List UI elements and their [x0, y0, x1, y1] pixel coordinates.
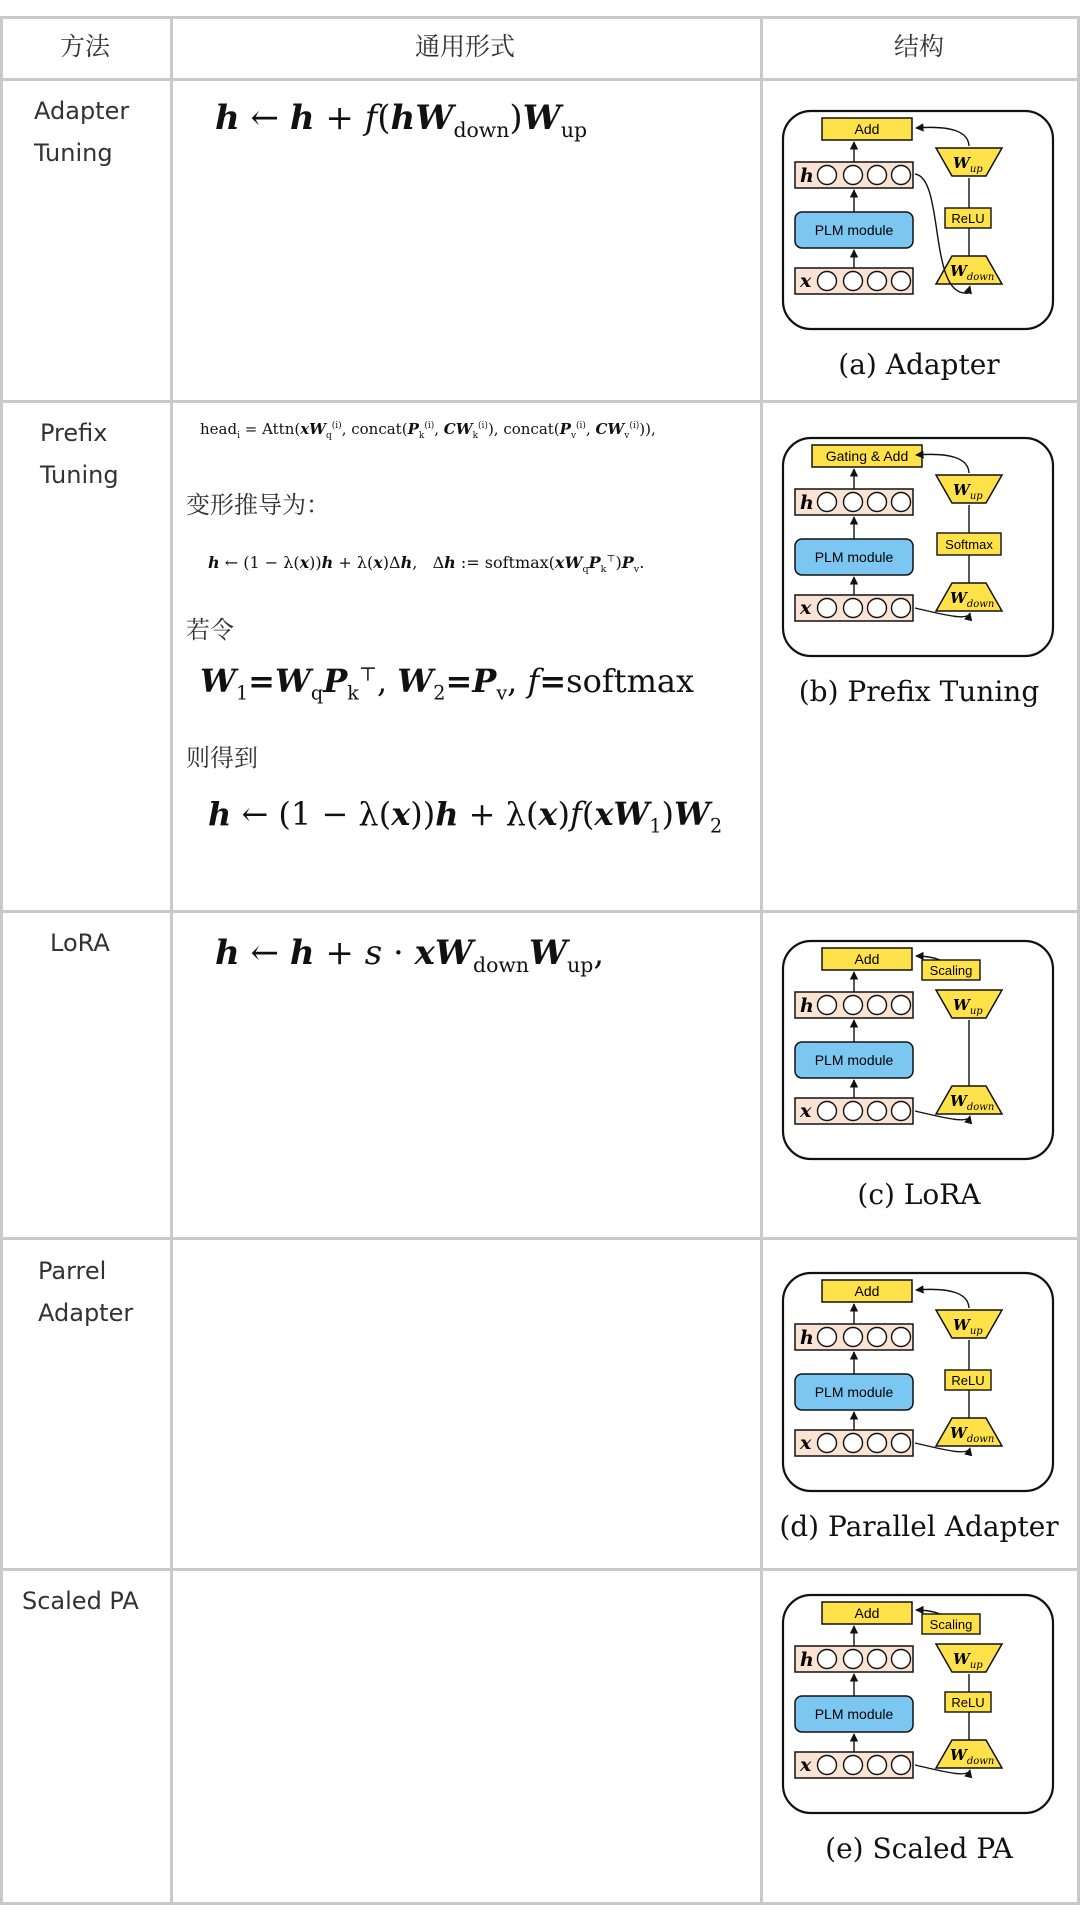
x-symbol: x: [800, 597, 812, 619]
hidden-node-3: [892, 1650, 911, 1669]
lora-diagram: [780, 938, 1080, 1168]
input-node-0: [818, 272, 837, 291]
w-up-label: $W_{up}$: [953, 154, 983, 175]
input-node-3: [892, 1102, 911, 1121]
w-up-label: $W_{up}$: [953, 1650, 983, 1671]
hidden-node-2: [868, 1328, 887, 1347]
hidden-node-1: [844, 1328, 863, 1347]
formula-prefix-final: h ← $(1 - \lambda(x))h + \lambda(x)f(xW_1)W_2$: [208, 795, 723, 838]
header-formula: 通用形式: [414, 32, 515, 61]
plm-module-label: PLM module: [814, 1706, 894, 1722]
caption-scaled-pa: (e) Scaled PA: [825, 1832, 1013, 1865]
x-symbol: x: [800, 1754, 812, 1776]
grid-line: [760, 16, 763, 1904]
adapter-diagram: [780, 108, 1080, 338]
input-node-1: [844, 1102, 863, 1121]
input-node-0: [818, 1756, 837, 1775]
hidden-node-1: [844, 1650, 863, 1669]
hidden-node-0: [818, 166, 837, 185]
hidden-node-0: [818, 996, 837, 1015]
input-node-1: [844, 1756, 863, 1775]
hidden-node-2: [868, 493, 887, 512]
plm-module-label: PLM module: [814, 549, 894, 565]
h-symbol: h: [800, 165, 814, 187]
scaling-label: Scaling: [929, 1617, 973, 1632]
input-node-2: [868, 599, 887, 618]
caption-prefix-tuning: (b) Prefix Tuning: [798, 675, 1040, 708]
add-label: Gating & Add: [825, 448, 909, 464]
input-node-3: [892, 272, 911, 291]
h-symbol: h: [800, 995, 814, 1017]
hidden-node-1: [844, 996, 863, 1015]
w-down-label: $W_{down}$: [950, 589, 995, 610]
grid-line: [0, 1902, 1080, 1905]
w-down-label: $W_{down}$: [950, 1424, 995, 1445]
input-node-1: [844, 272, 863, 291]
header-method: 方法: [59, 32, 110, 61]
hidden-node-1: [844, 166, 863, 185]
prefix-tuning-diagram: [780, 435, 1080, 665]
hidden-node-3: [892, 996, 911, 1015]
grid-line: [0, 910, 1080, 913]
x-symbol: x: [800, 270, 812, 292]
grid-line: [0, 1568, 1080, 1571]
relu-label: ReLU: [951, 1695, 985, 1710]
formula-adapter: h ← $h + f(hW_{down})W_{up}$: [215, 98, 588, 142]
w-down-label: $W_{down}$: [950, 262, 995, 283]
x-symbol: x: [800, 1100, 812, 1122]
method-scaled-pa: Scaled PA: [22, 1587, 139, 1615]
formula-prefix-substitution: $W_1=W_qP_k^⊤$, $W_2=P_v$, f=softmax: [200, 662, 695, 705]
hidden-node-2: [868, 1650, 887, 1669]
scaled-pa-diagram: [780, 1592, 1080, 1822]
caption-lora: (c) LoRA: [857, 1178, 981, 1211]
formula-prefix-head: head$_i$ = $Attn(xW_q^{(i)}$, $concat(P_k^{(i)}$, $CW_k^{(i)}$), $concat(P_v^{(i)}$, $CW_v^{(i)}$)),: [200, 420, 656, 441]
add-label: Add: [854, 951, 880, 967]
prefix-note-derivation: 变形推导为：: [186, 491, 330, 519]
h-symbol: h: [800, 1649, 814, 1671]
header-structure: 结构: [893, 32, 944, 61]
softmax-label: Softmax: [945, 537, 993, 552]
parallel-adapter-diagram: [780, 1270, 1080, 1500]
hidden-node-3: [892, 166, 911, 185]
grid-line: [0, 1237, 1080, 1240]
input-node-0: [818, 599, 837, 618]
hidden-node-2: [868, 166, 887, 185]
input-node-1: [844, 599, 863, 618]
add-label: Add: [854, 1283, 880, 1299]
input-node-0: [818, 1102, 837, 1121]
caption-adapter: (a) Adapter: [838, 348, 1000, 381]
w-down-label: $W_{down}$: [950, 1746, 995, 1767]
x-symbol: x: [800, 1432, 812, 1454]
method-prefix-tuning: Prefix Tuning: [40, 419, 119, 489]
add-label: Add: [854, 1605, 880, 1621]
prefix-note-let: 若令: [186, 616, 234, 644]
method-adapter-tuning: Adapter Tuning: [34, 97, 130, 167]
w-up-label: $W_{up}$: [953, 1316, 983, 1337]
h-symbol: h: [800, 1327, 814, 1349]
grid-line: [0, 78, 1080, 81]
hidden-node-2: [868, 996, 887, 1015]
input-node-2: [868, 272, 887, 291]
hidden-node-0: [818, 1328, 837, 1347]
formula-prefix-derivation: h ← (1 − λ(x))h + λ(x)Δh, Δh := $softmax(xW_qP_k^⊤)P_v$.: [208, 553, 645, 576]
method-parallel-adapter: Parrel Adapter: [38, 1257, 134, 1327]
w-down-label: $W_{down}$: [950, 1092, 995, 1113]
input-node-1: [844, 1434, 863, 1453]
relu-label: ReLU: [951, 211, 985, 226]
formula-lora: h ← $h + s \cdot xW_{down}W_{up}$,: [215, 933, 605, 977]
hidden-node-1: [844, 493, 863, 512]
plm-module-label: PLM module: [814, 1384, 894, 1400]
input-node-3: [892, 1756, 911, 1775]
relu-label: ReLU: [951, 1373, 985, 1388]
h-symbol: h: [800, 492, 814, 514]
input-node-2: [868, 1756, 887, 1775]
w-up-label: $W_{up}$: [953, 481, 983, 502]
input-node-3: [892, 599, 911, 618]
input-node-3: [892, 1434, 911, 1453]
input-node-2: [868, 1434, 887, 1453]
prefix-note-obtain: 则得到: [186, 744, 258, 772]
input-node-0: [818, 1434, 837, 1453]
hidden-node-3: [892, 493, 911, 512]
method-lora: LoRA: [50, 929, 110, 957]
hidden-node-0: [818, 493, 837, 512]
hidden-node-3: [892, 1328, 911, 1347]
caption-parallel-adapter: (d) Parallel Adapter: [779, 1510, 1059, 1543]
input-node-2: [868, 1102, 887, 1121]
plm-module-label: PLM module: [814, 1052, 894, 1068]
plm-module-label: PLM module: [814, 222, 894, 238]
add-label: Add: [854, 121, 880, 137]
grid-line: [0, 400, 1080, 403]
hidden-node-0: [818, 1650, 837, 1669]
grid-line: [0, 16, 3, 1904]
w-up-label: $W_{up}$: [953, 996, 983, 1017]
scaling-label: Scaling: [929, 963, 973, 978]
